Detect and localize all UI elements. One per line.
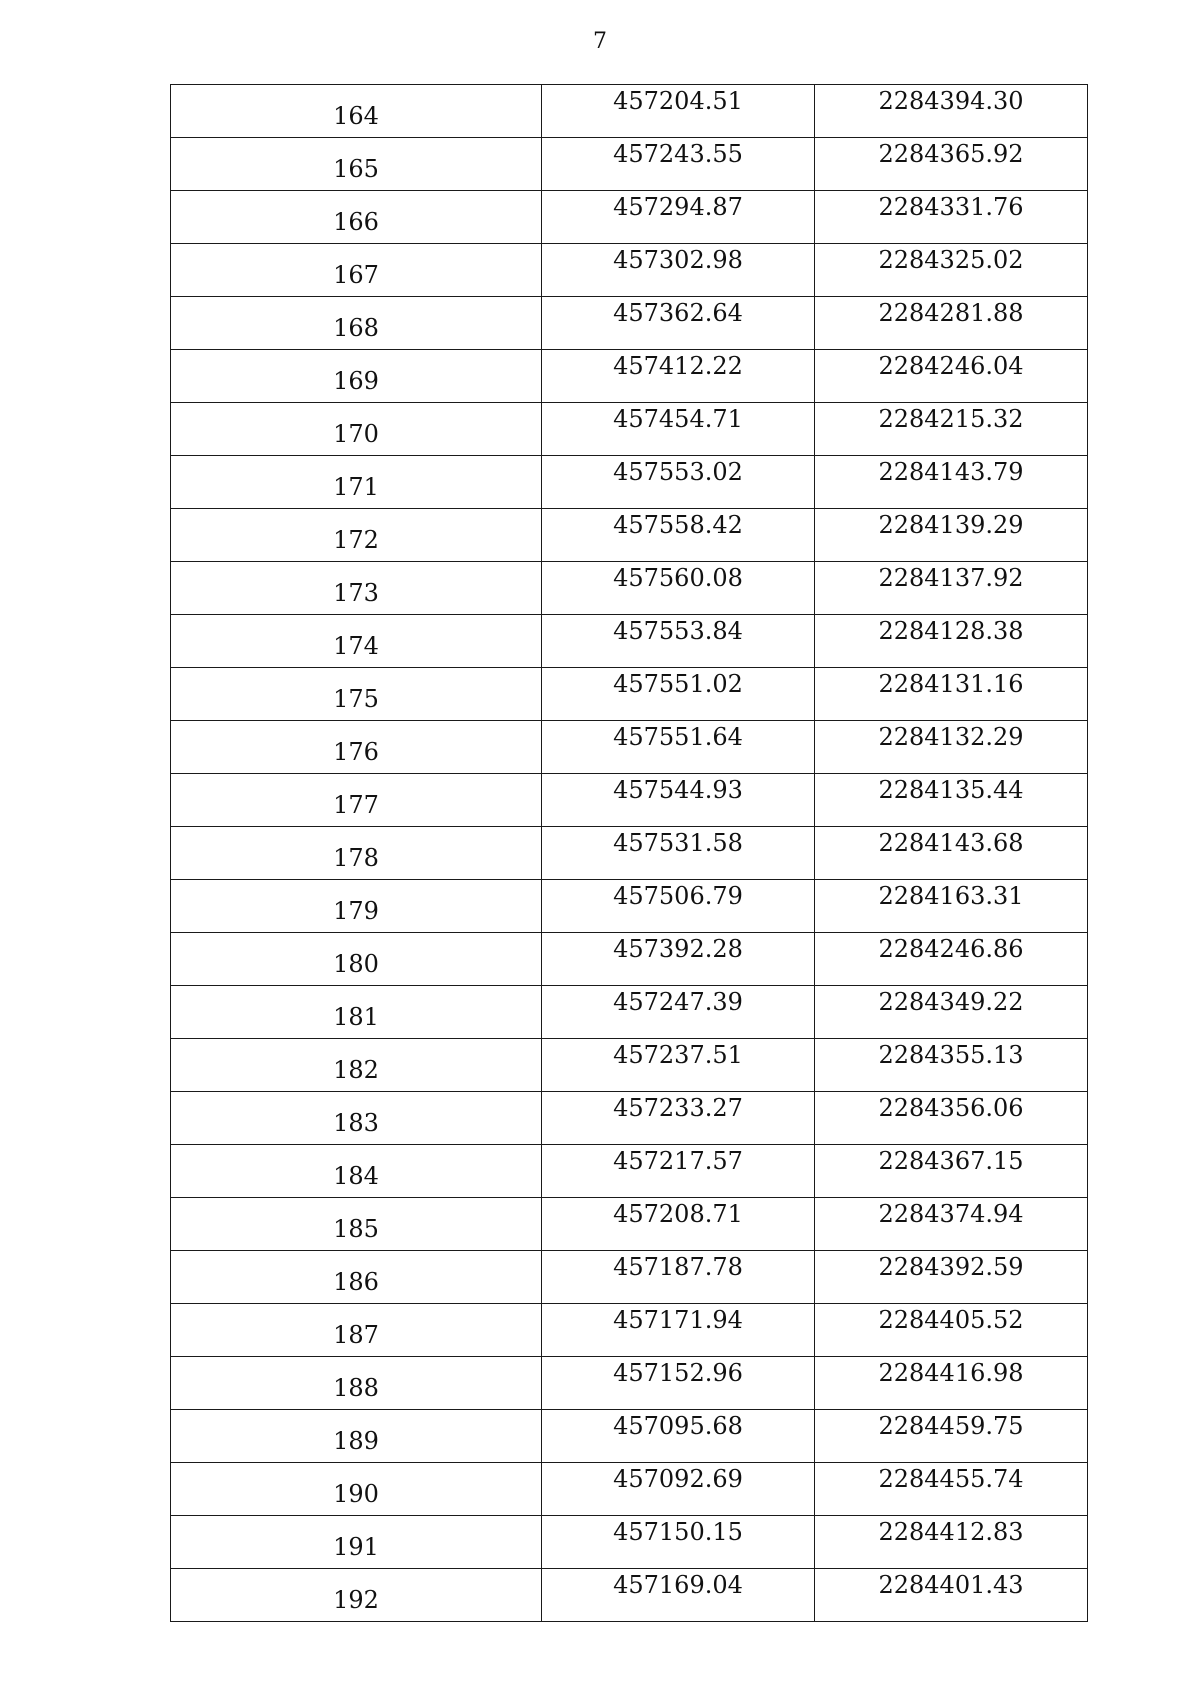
x-coordinate-cell: 457208.71 xyxy=(542,1198,815,1251)
point-number-cell: 179 xyxy=(171,880,542,933)
table-row xyxy=(171,456,1088,509)
y-coordinate-cell: 2284401.43 xyxy=(815,1569,1088,1622)
y-coordinate-cell: 2284374.94 xyxy=(815,1198,1088,1251)
y-coordinate-cell: 2284131.16 xyxy=(815,668,1088,721)
x-coordinate-cell: 457553.84 xyxy=(542,615,815,668)
point-number-cell: 184 xyxy=(171,1145,542,1198)
y-coordinate-cell: 2284246.04 xyxy=(815,350,1088,403)
table-row xyxy=(171,1092,1088,1145)
y-coordinate-cell: 2284132.29 xyxy=(815,721,1088,774)
x-coordinate-cell: 457392.28 xyxy=(542,933,815,986)
y-coordinate-cell: 2284135.44 xyxy=(815,774,1088,827)
table-row xyxy=(171,1516,1088,1569)
table-row xyxy=(171,403,1088,456)
point-number-cell: 174 xyxy=(171,615,542,668)
x-coordinate-cell: 457217.57 xyxy=(542,1145,815,1198)
x-coordinate-cell: 457362.64 xyxy=(542,297,815,350)
point-number-cell: 176 xyxy=(171,721,542,774)
y-coordinate-cell: 2284215.32 xyxy=(815,403,1088,456)
x-coordinate-cell: 457412.22 xyxy=(542,350,815,403)
y-coordinate-cell: 2284459.75 xyxy=(815,1410,1088,1463)
x-coordinate-cell: 457237.51 xyxy=(542,1039,815,1092)
table-row xyxy=(171,615,1088,668)
x-coordinate-cell: 457187.78 xyxy=(542,1251,815,1304)
table-row xyxy=(171,1039,1088,1092)
y-coordinate-cell: 2284325.02 xyxy=(815,244,1088,297)
point-number-cell: 192 xyxy=(171,1569,542,1622)
x-coordinate-cell: 457544.93 xyxy=(542,774,815,827)
y-coordinate-cell: 2284246.86 xyxy=(815,933,1088,986)
x-coordinate-cell: 457551.02 xyxy=(542,668,815,721)
point-number-cell: 190 xyxy=(171,1463,542,1516)
point-number-cell: 178 xyxy=(171,827,542,880)
x-coordinate-cell: 457171.94 xyxy=(542,1304,815,1357)
point-number-cell: 177 xyxy=(171,774,542,827)
table-row xyxy=(171,986,1088,1039)
point-number-cell: 180 xyxy=(171,933,542,986)
table-row xyxy=(171,85,1088,138)
x-coordinate-cell: 457531.58 xyxy=(542,827,815,880)
y-coordinate-cell: 2284356.06 xyxy=(815,1092,1088,1145)
y-coordinate-cell: 2284139.29 xyxy=(815,509,1088,562)
x-coordinate-cell: 457553.02 xyxy=(542,456,815,509)
page-number: 7 xyxy=(593,29,607,54)
y-coordinate-cell: 2284163.31 xyxy=(815,880,1088,933)
table-row xyxy=(171,1410,1088,1463)
point-number-cell: 185 xyxy=(171,1198,542,1251)
x-coordinate-cell: 457092.69 xyxy=(542,1463,815,1516)
point-number-cell: 181 xyxy=(171,986,542,1039)
table-row xyxy=(171,721,1088,774)
x-coordinate-cell: 457551.64 xyxy=(542,721,815,774)
x-coordinate-cell: 457294.87 xyxy=(542,191,815,244)
x-coordinate-cell: 457152.96 xyxy=(542,1357,815,1410)
y-coordinate-cell: 2284416.98 xyxy=(815,1357,1088,1410)
y-coordinate-cell: 2284412.83 xyxy=(815,1516,1088,1569)
table-row xyxy=(171,562,1088,615)
point-number-cell: 170 xyxy=(171,403,542,456)
y-coordinate-cell: 2284349.22 xyxy=(815,986,1088,1039)
x-coordinate-cell: 457095.68 xyxy=(542,1410,815,1463)
table-row xyxy=(171,1304,1088,1357)
x-coordinate-cell: 457302.98 xyxy=(542,244,815,297)
table-row xyxy=(171,509,1088,562)
point-number-cell: 164 xyxy=(171,85,542,138)
point-number-cell: 172 xyxy=(171,509,542,562)
table-row xyxy=(171,350,1088,403)
table-row xyxy=(171,1463,1088,1516)
point-number-cell: 186 xyxy=(171,1251,542,1304)
y-coordinate-cell: 2284128.38 xyxy=(815,615,1088,668)
point-number-cell: 171 xyxy=(171,456,542,509)
y-coordinate-cell: 2284365.92 xyxy=(815,138,1088,191)
table-row xyxy=(171,1145,1088,1198)
y-coordinate-cell: 2284394.30 xyxy=(815,85,1088,138)
point-number-cell: 189 xyxy=(171,1410,542,1463)
y-coordinate-cell: 2284281.88 xyxy=(815,297,1088,350)
point-number-cell: 169 xyxy=(171,350,542,403)
table-row xyxy=(171,244,1088,297)
table-row xyxy=(171,297,1088,350)
x-coordinate-cell: 457560.08 xyxy=(542,562,815,615)
point-number-cell: 188 xyxy=(171,1357,542,1410)
x-coordinate-cell: 457169.04 xyxy=(542,1569,815,1622)
table-row xyxy=(171,191,1088,244)
table-row xyxy=(171,1198,1088,1251)
x-coordinate-cell: 457233.27 xyxy=(542,1092,815,1145)
y-coordinate-cell: 2284355.13 xyxy=(815,1039,1088,1092)
y-coordinate-cell: 2284331.76 xyxy=(815,191,1088,244)
x-coordinate-cell: 457454.71 xyxy=(542,403,815,456)
y-coordinate-cell: 2284392.59 xyxy=(815,1251,1088,1304)
table-row xyxy=(171,827,1088,880)
y-coordinate-cell: 2284405.52 xyxy=(815,1304,1088,1357)
point-number-cell: 187 xyxy=(171,1304,542,1357)
x-coordinate-cell: 457204.51 xyxy=(542,85,815,138)
coordinates-table xyxy=(170,84,1088,1622)
table-row xyxy=(171,1569,1088,1622)
table-row xyxy=(171,1357,1088,1410)
y-coordinate-cell: 2284455.74 xyxy=(815,1463,1088,1516)
point-number-cell: 165 xyxy=(171,138,542,191)
y-coordinate-cell: 2284143.68 xyxy=(815,827,1088,880)
table-row xyxy=(171,774,1088,827)
y-coordinate-cell: 2284367.15 xyxy=(815,1145,1088,1198)
y-coordinate-cell: 2284137.92 xyxy=(815,562,1088,615)
point-number-cell: 168 xyxy=(171,297,542,350)
x-coordinate-cell: 457558.42 xyxy=(542,509,815,562)
point-number-cell: 175 xyxy=(171,668,542,721)
x-coordinate-cell: 457150.15 xyxy=(542,1516,815,1569)
point-number-cell: 182 xyxy=(171,1039,542,1092)
point-number-cell: 167 xyxy=(171,244,542,297)
point-number-cell: 191 xyxy=(171,1516,542,1569)
table-row xyxy=(171,668,1088,721)
coordinates-table-body xyxy=(171,85,1088,1622)
y-coordinate-cell: 2284143.79 xyxy=(815,456,1088,509)
x-coordinate-cell: 457243.55 xyxy=(542,138,815,191)
point-number-cell: 166 xyxy=(171,191,542,244)
point-number-cell: 173 xyxy=(171,562,542,615)
x-coordinate-cell: 457247.39 xyxy=(542,986,815,1039)
table-row xyxy=(171,933,1088,986)
point-number-cell: 183 xyxy=(171,1092,542,1145)
x-coordinate-cell: 457506.79 xyxy=(542,880,815,933)
table-row xyxy=(171,138,1088,191)
table-row xyxy=(171,880,1088,933)
table-row xyxy=(171,1251,1088,1304)
